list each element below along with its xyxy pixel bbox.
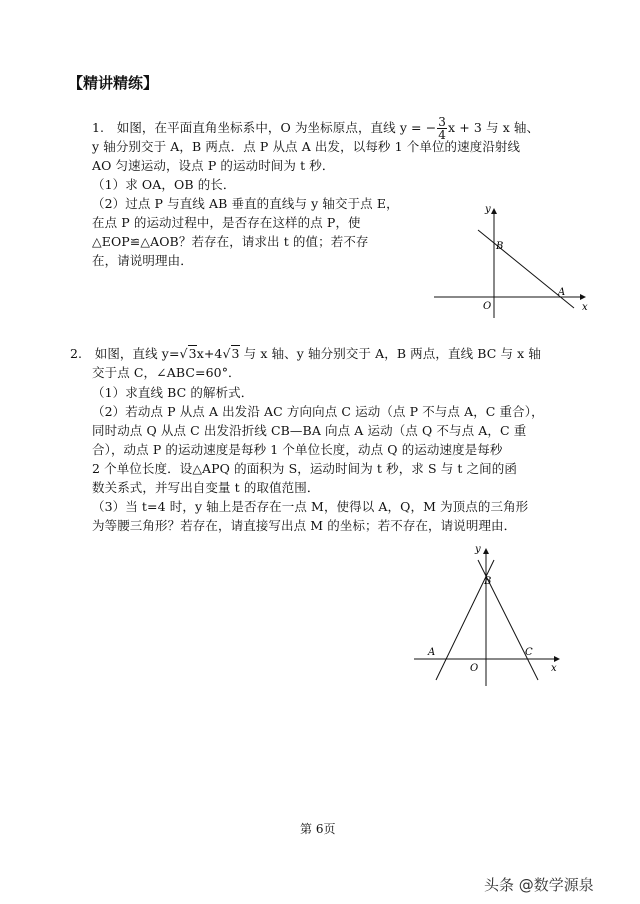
- q1-label-x: x: [582, 302, 588, 313]
- q2-label-o: O: [470, 663, 479, 674]
- q1-part-1: （1）求 OA，OB 的长．: [92, 177, 236, 192]
- q2-part-3-line-2: 为等腰三角形？若存在，请直接写出点 M 的坐标；若不存在，请说明理由．: [92, 518, 517, 533]
- q1-part-2-line-2: 在点 P 的运动过程中，是否存在这样的点 P，使: [92, 215, 361, 230]
- q2-part-2-line-1: （2）若动点 P 从点 A 出发沿 AC 方向向点 C 运动（点 P 不与点 A，C 重合），: [92, 404, 544, 419]
- q1-x-arrow-icon: [580, 294, 586, 300]
- fraction-3-4: $\frac{3}{4}$: [438, 115, 447, 142]
- q2-label-c: C: [525, 647, 533, 658]
- q1-y-arrow-icon: [491, 208, 497, 214]
- q1-part-2-line-3: △EOP≌△AOB？若存在，请求出 t 的值；若不存: [92, 234, 369, 249]
- q1-line-1: 1. 如图，在平面直角坐标系中，O 为坐标原点，直线 y = − $\frac{3}{4}$ x + 3 与 x 轴、: [92, 115, 540, 142]
- q2-label-a: A: [428, 647, 436, 658]
- q2-x-arrow-icon: [554, 656, 560, 662]
- q2-part-1: （1）求直线 BC 的解析式．: [92, 385, 254, 400]
- q1-part-2-line-1: （2）过点 P 与直线 AB 垂直的直线与 y 轴交于点 E，: [92, 196, 399, 211]
- section-title: 【精讲精练】: [68, 74, 159, 92]
- q1-figure: [428, 200, 593, 325]
- q1-label-b: B: [496, 241, 504, 252]
- q1-line-2: y 轴分别交于 A，B 两点．点 P 从点 A 出发，以每秒 1 个单位的速度沿射线: [92, 139, 521, 154]
- q2-line-2: 交于点 C，∠ABC=60°．: [92, 365, 241, 380]
- q2-part-2-line-2: 同时动点 Q 从点 C 出发沿折线 CB—BA 向点 A 运动（点 Q 不与点 A，C 重: [92, 423, 527, 438]
- page-number: 第 6页: [300, 822, 336, 836]
- q2-figure: [408, 540, 568, 690]
- q1-line-3: AO 匀速运动，设点 P 的运动时间为 t 秒．: [92, 158, 335, 173]
- q2-part-2-line-3: 合），动点 P 的运动速度是每秒 1 个单位长度，动点 Q 的运动速度是每秒: [92, 442, 503, 457]
- q2-line-1: 2. 如图，直线 y=√3x+4√3 与 x 轴、y 轴分别交于 A，B 两点，直线 BC 与 x 轴: [70, 346, 541, 361]
- q2-label-x: x: [551, 663, 557, 674]
- q2-part-2-line-5: 数关系式，并写出自变量 t 的取值范围．: [92, 480, 320, 495]
- q2-label-y: y: [475, 544, 481, 555]
- q2-part-3-line-1: （3）当 t=4 时，y 轴上是否存在一点 M，使得以 A，Q，M 为顶点的三角形: [92, 499, 529, 514]
- q1-label-o: O: [483, 301, 492, 312]
- q1-label-a: A: [558, 287, 566, 298]
- q2-y-arrow-icon: [483, 548, 489, 554]
- q2-label-b: B: [484, 576, 492, 587]
- watermark: 头条 @数学源泉: [484, 876, 594, 894]
- q1-label-y: y: [485, 204, 491, 215]
- q1-part-2-line-4: 在，请说明理由．: [92, 253, 193, 268]
- q2-part-2-line-4: 2 个单位长度．设△APQ 的面积为 S，运动时间为 t 秒，求 S 与 t 之间的函: [92, 461, 517, 476]
